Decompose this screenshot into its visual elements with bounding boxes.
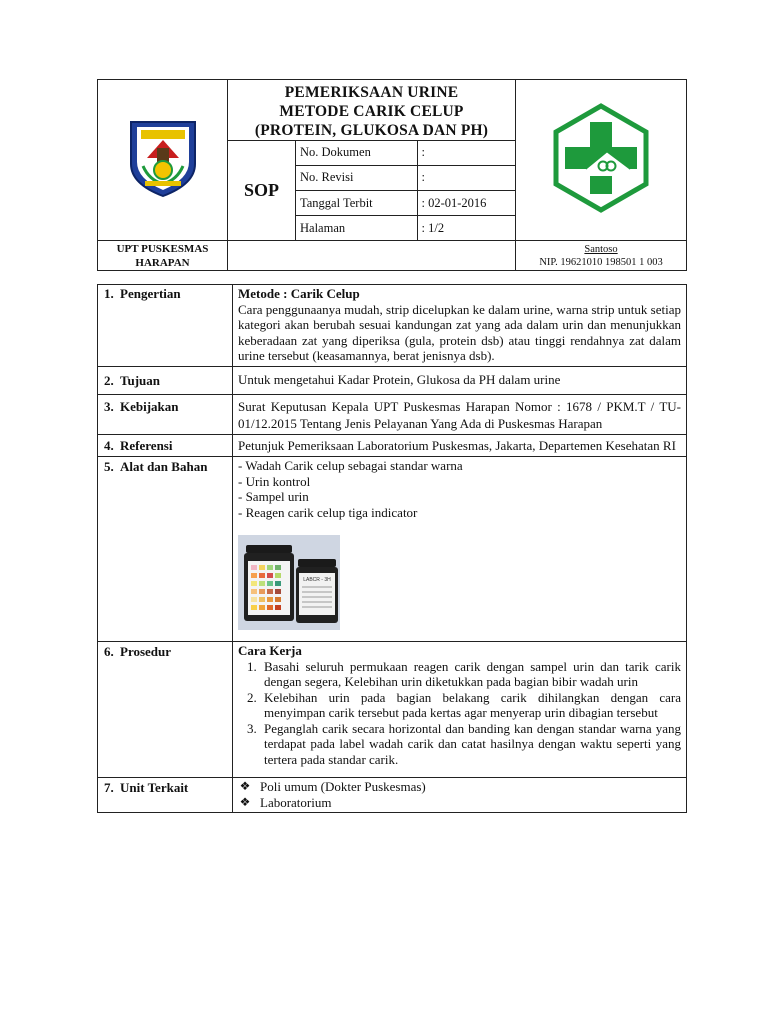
material-item: - Urin kontrol [238,473,311,489]
title-line-1: PEMERIKSAAN URINE [284,84,459,101]
related-units [238,779,681,810]
procedure-steps [238,659,681,768]
regency-crest-cell [98,80,228,241]
section-label [98,778,233,813]
section-tujuan [98,366,687,395]
title-line-2: METODE CARIK CELUP [279,103,464,120]
section-title: Pengertian [120,286,181,301]
related-unit-item [238,779,681,795]
section-unit-terkait [98,778,687,813]
section-content: Petunjuk Pemeriksaan Laboratorium Puskesmas, Jakarta, Departemen Kesehatan RI [233,435,687,457]
section-number: 4. [104,438,114,453]
signer-block [516,241,687,271]
section-referensi [98,435,687,457]
meta-label: Tanggal Terbit [296,190,417,215]
method-heading: Metode : Carik Celup [238,286,360,301]
signature-space [228,241,516,271]
section-alat-bahan [98,457,687,642]
related-unit-item [238,795,681,811]
jar-label-text: LABCR - 3H [303,577,331,583]
meta-value: : 02-01-2016 [417,190,516,215]
section-title: Alat dan Bahan [120,459,208,474]
sop-label: SOP [228,141,296,241]
section-pengertian [98,285,687,367]
sop-body [97,284,686,813]
section-title: Kebijakan [120,399,179,414]
section-content [233,642,687,778]
section-title: Prosedur [120,644,172,659]
section-label [98,395,233,435]
section-label [98,285,233,367]
related-unit-label: Laboratorium [260,794,332,810]
puskesmas-logo-cell [516,80,687,241]
meta-value: : 1/2 [417,216,516,240]
section-title: Tujuan [120,372,160,388]
procedure-step: 2. Kelebihan urin pada bagian belakang carik dihilangkan dengan cara menyimpan carik tersebut pada kertas agar menyerap urin dibagian tersebut [260,690,681,721]
org-line-2: HARAPAN [135,256,190,269]
related-unit-label: Poli umum (Dokter Puskesmas) [260,779,426,794]
material-item: - Reagen carik celup tiga indicator [238,504,418,520]
meta-label: No. Revisi [296,165,417,190]
section-content [233,778,687,813]
puskesmas-logo [545,102,657,214]
section-content: Surat Keputusan Kepala UPT Puskesmas Harapan Nomor : 1678 / PKM.T / TU-01/12.2015 Tentang Jenis Pelayanan Yang Ada di Puskesmas Harapan [233,395,687,435]
section-content: Untuk mengetahui Kadar Protein, Glukosa da PH dalam urine [233,366,687,395]
meta-label: No. Dokumen [296,141,417,165]
signer-name: Santoso [584,243,618,255]
section-label [98,457,233,642]
meta-value: : [417,141,516,165]
meta-label: Halaman [296,216,417,240]
section-number: 6. [104,644,114,659]
section-number: 3. [104,399,114,414]
section-number: 1. [104,286,114,301]
section-title: Unit Terkait [120,780,189,795]
section-number: 7. [104,780,114,795]
organization-name [98,241,228,271]
signer-nip: NIP. 19621010 198501 1 003 [539,256,663,268]
procedure-step: 1. Basahi seluruh permukaan reagen carik dengan sampel urin dan tarik carik dengan segera, Kelebihan urin diketukkan pada bagian bibir wadah urin [260,659,681,690]
material-item: - Wadah Carik celup sebagai standar warna [238,458,463,473]
org-line-1: UPT PUSKESMAS [116,242,209,255]
regency-crest-logo [127,118,199,198]
procedure-step: 3. Peganglah carik secara horizontal dan banding kan dengan standar warna yang terdapat pada label wadah carik dan catat hasilnya dengan waktu seperti yang tertera pada standar carik. [260,721,681,768]
procedure-heading: Cara Kerja [238,643,302,658]
section-number: 5. [104,459,114,474]
section-content [233,285,687,367]
meta-value: : [417,165,516,190]
section-content [233,457,687,642]
section-label [98,435,233,457]
material-item: - Sampel urin [238,489,309,504]
section-title: Referensi [120,438,173,453]
document-meta [296,141,516,241]
section-kebijakan [98,395,687,435]
diamond-bullet-icon: ❖ [239,794,251,809]
document-title [228,80,516,141]
diamond-bullet-icon: ❖ [239,779,251,793]
definition-text: Cara penggunaanya mudah, strip dicelupkan ke dalam urine, warna strip untuk setiap kategori akan berubah sesuai kandungan zat yang ada dalam urin dan menunjukkan keberadaan zat yang diperiksa (gula, protein dsb) atau tinggi rendahnya zat dalam urine tersebut (keasamannya, berat jenisnya dsb). [238,301,681,363]
section-number: 2. [104,372,114,388]
test-strip-jars-photo [238,535,340,630]
title-line-3: (PROTEIN, GLUKOSA DAN PH) [254,122,489,139]
section-prosedur [98,642,687,778]
section-label [98,366,233,395]
section-label [98,642,233,778]
sop-header [97,79,686,270]
